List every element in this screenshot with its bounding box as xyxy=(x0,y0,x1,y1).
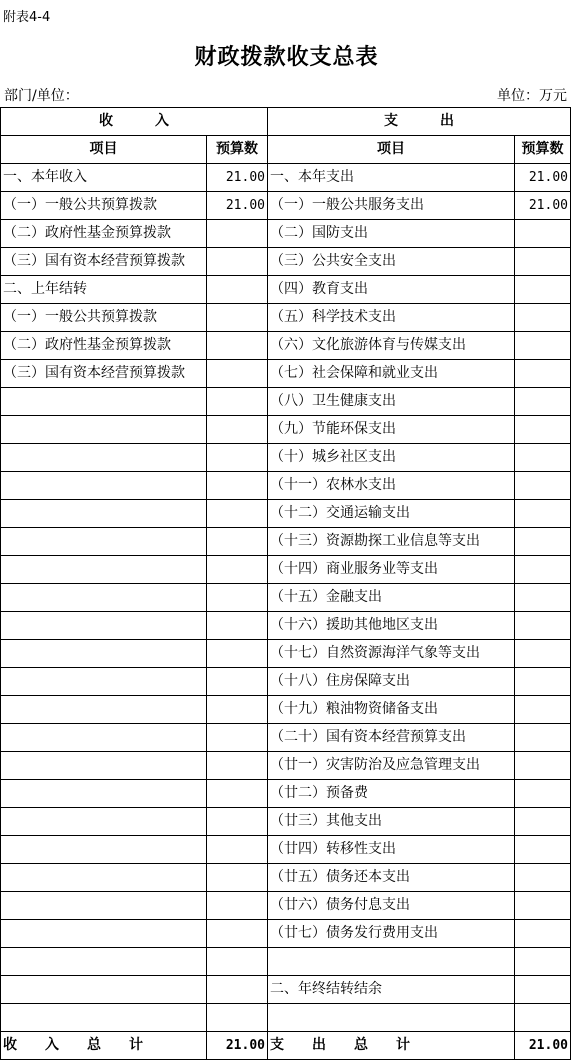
table-row xyxy=(1,500,571,528)
income-value-cell xyxy=(207,752,268,780)
expense-item-cell: （二）国防支出 xyxy=(268,220,515,248)
expense-value-cell xyxy=(515,248,571,276)
table-row xyxy=(1,276,571,304)
table-row xyxy=(1,528,571,556)
expense-item-cell: （四）教育支出 xyxy=(268,276,515,304)
expense-value-cell: 21.00 xyxy=(515,192,571,220)
income-total-label: 收 入 总 计 xyxy=(1,1032,207,1060)
income-item-cell: （三）国有资本经营预算拨款 xyxy=(1,248,207,276)
expense-item-cell: （十三）资源勘探工业信息等支出 xyxy=(268,528,515,556)
expense-value-cell xyxy=(515,332,571,360)
income-item-cell xyxy=(1,388,207,416)
expense-item-cell: （十一）农林水支出 xyxy=(268,472,515,500)
table-row xyxy=(1,332,571,360)
expense-value-cell xyxy=(515,752,571,780)
table-row xyxy=(1,836,571,864)
expense-value-cell xyxy=(515,892,571,920)
income-value-cell xyxy=(207,640,268,668)
income-item-cell xyxy=(1,696,207,724)
expense-value-cell xyxy=(515,388,571,416)
expense-value-cell xyxy=(515,528,571,556)
income-item-cell xyxy=(1,892,207,920)
table-row xyxy=(1,948,571,976)
expense-item-header: 项目 xyxy=(268,136,515,164)
income-item-cell: （二）政府性基金预算拨款 xyxy=(1,332,207,360)
table-row xyxy=(1,304,571,332)
income-value-cell xyxy=(207,976,268,1004)
expense-item-cell xyxy=(268,948,515,976)
expense-item-cell: （五）科学技术支出 xyxy=(268,304,515,332)
income-value-cell xyxy=(207,696,268,724)
income-item-cell xyxy=(1,668,207,696)
income-value-cell xyxy=(207,472,268,500)
table-row xyxy=(1,892,571,920)
income-value-cell xyxy=(207,892,268,920)
expense-value-cell xyxy=(515,780,571,808)
table-row xyxy=(1,388,571,416)
income-value-cell xyxy=(207,388,268,416)
expense-value-cell xyxy=(515,220,571,248)
expense-value-cell xyxy=(515,976,571,1004)
expense-item-cell: （十四）商业服务业等支出 xyxy=(268,556,515,584)
table-row xyxy=(1,584,571,612)
expense-value-cell xyxy=(515,360,571,388)
income-value-cell xyxy=(207,528,268,556)
income-item-cell xyxy=(1,780,207,808)
table-row xyxy=(1,920,571,948)
income-item-cell: （一）一般公共预算拨款 xyxy=(1,304,207,332)
income-item-cell xyxy=(1,752,207,780)
table-row xyxy=(1,556,571,584)
expense-item-cell: （廿四）转移性支出 xyxy=(268,836,515,864)
expense-group-header: 支 出 xyxy=(268,108,571,136)
income-value-cell xyxy=(207,584,268,612)
table-row xyxy=(1,164,571,192)
income-budget-header: 预算数 xyxy=(207,136,268,164)
expense-value-cell: 21.00 xyxy=(515,164,571,192)
income-item-cell xyxy=(1,640,207,668)
income-item-cell: （三）国有资本经营预算拨款 xyxy=(1,360,207,388)
income-value-cell xyxy=(207,276,268,304)
column-header-row xyxy=(1,136,571,164)
expense-item-cell: （十）城乡社区支出 xyxy=(268,444,515,472)
expense-total-label: 支 出 总 计 xyxy=(268,1032,515,1060)
expense-value-cell xyxy=(515,808,571,836)
table-row xyxy=(1,192,571,220)
expense-value-cell xyxy=(515,864,571,892)
budget-table xyxy=(0,107,571,1060)
income-value-cell xyxy=(207,332,268,360)
group-header-row xyxy=(1,108,571,136)
income-value-cell xyxy=(207,612,268,640)
expense-value-cell xyxy=(515,276,571,304)
income-value-cell xyxy=(207,220,268,248)
income-value-cell xyxy=(207,780,268,808)
expense-value-cell xyxy=(515,948,571,976)
income-item-cell xyxy=(1,612,207,640)
expense-item-cell: （廿五）债务还本支出 xyxy=(268,864,515,892)
income-item-cell xyxy=(1,948,207,976)
expense-item-cell: （十九）粮油物资储备支出 xyxy=(268,696,515,724)
expense-value-cell xyxy=(515,920,571,948)
expense-item-cell: （一）一般公共服务支出 xyxy=(268,192,515,220)
unit-label: 单位：万元 xyxy=(497,88,567,104)
total-row xyxy=(1,1032,571,1060)
income-item-cell: （一）一般公共预算拨款 xyxy=(1,192,207,220)
table-row xyxy=(1,612,571,640)
expense-item-cell: （廿六）债务付息支出 xyxy=(268,892,515,920)
income-value-cell xyxy=(207,808,268,836)
expense-item-cell: （二十）国有资本经营预算支出 xyxy=(268,724,515,752)
income-value-cell xyxy=(207,920,268,948)
income-item-cell: 一、本年收入 xyxy=(1,164,207,192)
income-item-header: 项目 xyxy=(1,136,207,164)
expense-value-cell xyxy=(515,556,571,584)
income-value-cell xyxy=(207,360,268,388)
expense-item-cell: （廿二）预备费 xyxy=(268,780,515,808)
expense-item-cell: （十五）金融支出 xyxy=(268,584,515,612)
expense-value-cell xyxy=(515,1004,571,1032)
expense-item-cell: （十六）援助其他地区支出 xyxy=(268,612,515,640)
expense-item-cell: （廿七）债务发行费用支出 xyxy=(268,920,515,948)
expense-item-cell: （廿三）其他支出 xyxy=(268,808,515,836)
table-row xyxy=(1,668,571,696)
expense-value-cell xyxy=(515,444,571,472)
expense-item-cell: （十二）交通运输支出 xyxy=(268,500,515,528)
income-item-cell xyxy=(1,416,207,444)
expense-item-cell: 二、年终结转结余 xyxy=(268,976,515,1004)
expense-item-cell: （十七）自然资源海洋气象等支出 xyxy=(268,640,515,668)
income-value-cell xyxy=(207,304,268,332)
table-row xyxy=(1,220,571,248)
income-item-cell xyxy=(1,920,207,948)
income-item-cell: （二）政府性基金预算拨款 xyxy=(1,220,207,248)
annex-label: 附表4-4 xyxy=(3,10,51,25)
income-value-cell xyxy=(207,948,268,976)
expense-value-cell xyxy=(515,584,571,612)
table-row xyxy=(1,752,571,780)
expense-item-cell: （六）文化旅游体育与传媒支出 xyxy=(268,332,515,360)
income-item-cell xyxy=(1,472,207,500)
expense-total-value: 21.00 xyxy=(515,1032,571,1060)
table-row xyxy=(1,640,571,668)
income-item-cell xyxy=(1,500,207,528)
table-row xyxy=(1,248,571,276)
income-item-cell xyxy=(1,864,207,892)
page-title: 财政拨款收支总表 xyxy=(194,45,379,70)
income-value-cell xyxy=(207,444,268,472)
income-item-cell xyxy=(1,836,207,864)
expense-item-cell: （十八）住房保障支出 xyxy=(268,668,515,696)
expense-item-cell: （廿一）灾害防治及应急管理支出 xyxy=(268,752,515,780)
table-row xyxy=(1,724,571,752)
expense-item-cell xyxy=(268,1004,515,1032)
income-value-cell xyxy=(207,500,268,528)
expense-value-cell xyxy=(515,612,571,640)
table-row xyxy=(1,360,571,388)
table-row xyxy=(1,1004,571,1032)
income-group-header: 收 入 xyxy=(1,108,268,136)
income-item-cell xyxy=(1,1004,207,1032)
expense-item-cell: （七）社会保障和就业支出 xyxy=(268,360,515,388)
expense-item-cell: （九）节能环保支出 xyxy=(268,416,515,444)
income-item-cell xyxy=(1,724,207,752)
income-item-cell xyxy=(1,556,207,584)
income-value-cell xyxy=(207,416,268,444)
expense-value-cell xyxy=(515,304,571,332)
income-item-cell xyxy=(1,584,207,612)
income-item-cell xyxy=(1,528,207,556)
income-item-cell xyxy=(1,976,207,1004)
income-value-cell xyxy=(207,724,268,752)
expense-item-cell: （八）卫生健康支出 xyxy=(268,388,515,416)
expense-item-cell: （三）公共安全支出 xyxy=(268,248,515,276)
income-value-cell xyxy=(207,1004,268,1032)
income-item-cell xyxy=(1,444,207,472)
income-value-cell xyxy=(207,668,268,696)
expense-value-cell xyxy=(515,472,571,500)
table-row xyxy=(1,472,571,500)
expense-value-cell xyxy=(515,640,571,668)
table-row xyxy=(1,808,571,836)
table-row xyxy=(1,444,571,472)
expense-value-cell xyxy=(515,836,571,864)
income-item-cell: 二、上年结转 xyxy=(1,276,207,304)
income-total-value: 21.00 xyxy=(207,1032,268,1060)
department-label: 部门/单位： xyxy=(4,88,79,104)
expense-value-cell xyxy=(515,724,571,752)
table-row xyxy=(1,864,571,892)
expense-budget-header: 预算数 xyxy=(515,136,571,164)
table-row xyxy=(1,696,571,724)
income-value-cell xyxy=(207,836,268,864)
expense-item-cell: 一、本年支出 xyxy=(268,164,515,192)
table-row xyxy=(1,780,571,808)
expense-value-cell xyxy=(515,696,571,724)
income-value-cell xyxy=(207,248,268,276)
income-value-cell xyxy=(207,556,268,584)
income-value-cell: 21.00 xyxy=(207,192,268,220)
expense-value-cell xyxy=(515,416,571,444)
expense-value-cell xyxy=(515,500,571,528)
table-row xyxy=(1,976,571,1004)
income-item-cell xyxy=(1,808,207,836)
table-row xyxy=(1,416,571,444)
expense-value-cell xyxy=(515,668,571,696)
income-value-cell xyxy=(207,864,268,892)
income-value-cell: 21.00 xyxy=(207,164,268,192)
